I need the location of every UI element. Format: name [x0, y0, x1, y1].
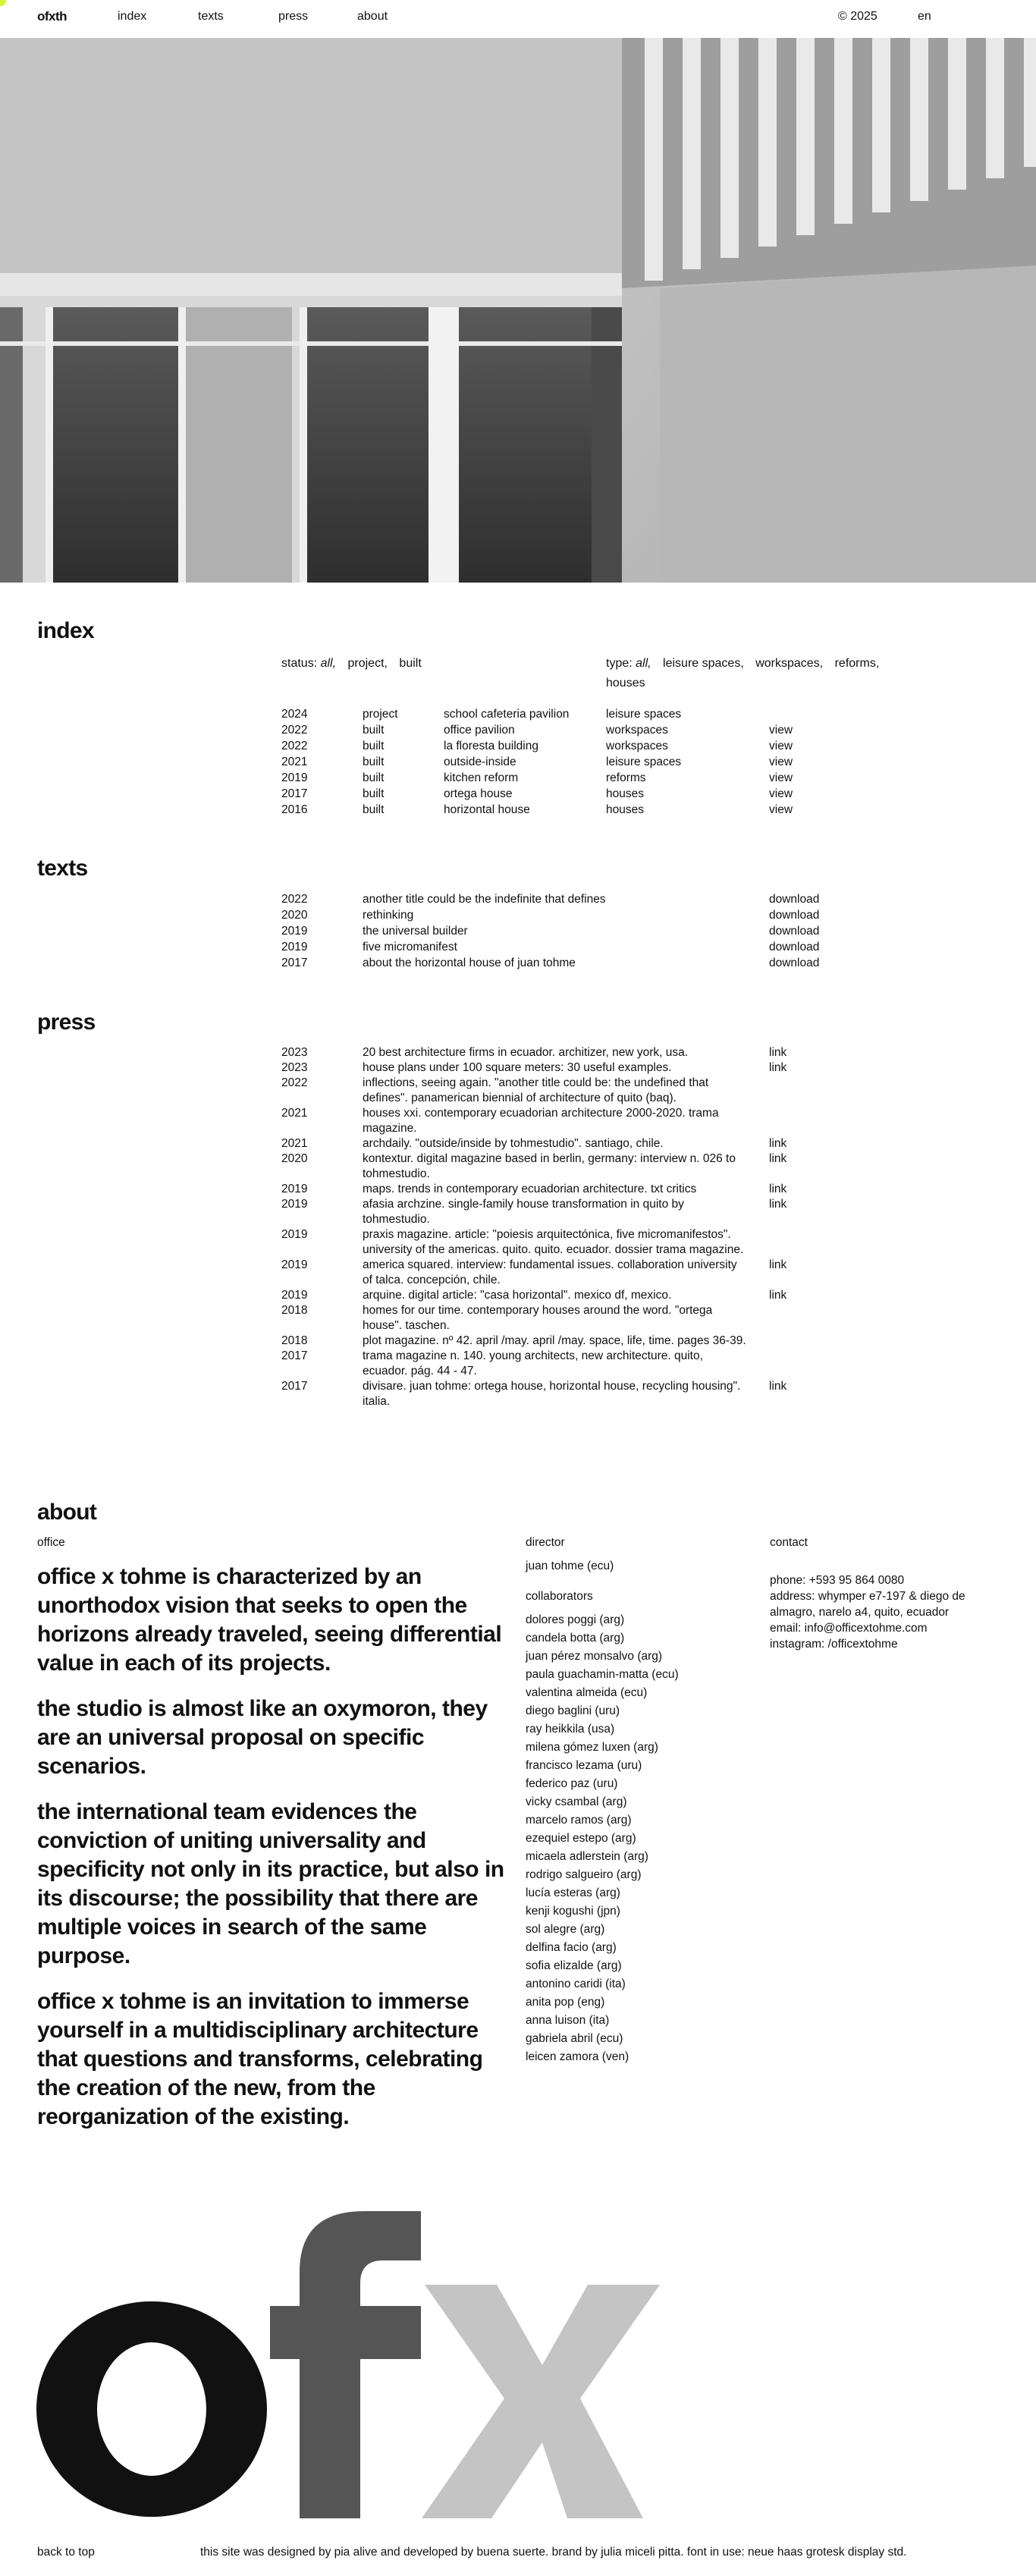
- type-filter-label: type:: [606, 657, 633, 670]
- site-credits: this site was designed by pia alive and developed by buena suerte. brand by julia miceli pitta. font in use: neue haas grotesk display std.: [200, 2546, 907, 2559]
- back-to-top-link[interactable]: back to top: [37, 2546, 95, 2559]
- director-label: director: [526, 1536, 565, 1549]
- project-name: ortega house: [444, 787, 513, 800]
- text-title: about the horizontal house of juan tohme: [363, 957, 576, 969]
- project-type: reforms: [606, 771, 646, 784]
- press-link[interactable]: link: [769, 1258, 787, 1271]
- list-item: [281, 1334, 749, 1349]
- about-paragraph: the international team evidences the conviction of uniting universality and specificity not only in its practice, but also in its discourse; the possibility that there are multiple voices in search of the same purpose.: [37, 1799, 504, 1968]
- nav-index-link[interactable]: index: [118, 10, 147, 23]
- nav-press-link[interactable]: press: [278, 10, 309, 23]
- list-item: [281, 1076, 749, 1106]
- press-year: 2019: [281, 1289, 308, 1302]
- type-filter-reforms[interactable]: reforms,: [834, 657, 880, 670]
- press-title: plot magazine. nº 42. april /may. april /may. space, life, time. pages 36-39.: [363, 1334, 746, 1347]
- press-link[interactable]: link: [769, 1152, 787, 1165]
- press-title: praxis magazine. article: "poiesis arquitectónica, five micromanifestos". university of the americas. quito. quito. ecuador. dossier trama magazine.: [363, 1228, 744, 1256]
- press-link[interactable]: link: [769, 1061, 787, 1074]
- press-year: 2019: [281, 1228, 308, 1241]
- project-status: project: [363, 708, 398, 721]
- press-year: 2017: [281, 1380, 308, 1393]
- project-year: 2022: [281, 740, 308, 752]
- site-header: [0, 0, 1036, 38]
- press-title: house plans under 100 square meters: 30 useful examples.: [363, 1061, 672, 1074]
- list-item: juan pérez monsalvo (arg): [526, 1650, 663, 1663]
- list-item: anna luison (ita): [526, 2014, 610, 2027]
- about-paragraph: office x tohme is an invitation to immerse yourself in a multidisciplinary architecture that questions and transforms, celebrating the creation of the new, from the reorganization of the existing.: [37, 1989, 483, 2129]
- press-year: 2018: [281, 1304, 308, 1317]
- project-year: 2021: [281, 756, 308, 768]
- type-filter-workspaces[interactable]: workspaces,: [755, 657, 824, 670]
- contact-label: contact: [770, 1536, 808, 1549]
- list-item: leicen zamora (ven): [526, 2050, 629, 2063]
- contact-email[interactable]: email: info@officextohme.com: [770, 1622, 928, 1635]
- project-year: 2022: [281, 724, 308, 737]
- list-item: valentina almeida (ecu): [526, 1686, 648, 1699]
- project-status: built: [363, 724, 385, 737]
- list-item: federico paz (uru): [526, 1777, 618, 1790]
- list-item: diego baglini (uru): [526, 1704, 620, 1717]
- press-title: kontextur. digital magazine based in berlin, germany: interview n. 026 to tohmestudio.: [363, 1152, 736, 1180]
- press-title: trama magazine n. 140. young architects, new architecture. quito, ecuador. pág. 44 - 47.: [363, 1349, 703, 1378]
- list-item: paula guachamin-matta (ecu): [526, 1668, 679, 1681]
- list-item: antonino caridi (ita): [526, 1978, 626, 1990]
- press-title: 20 best architecture firms in ecuador. architizer, new york, usa.: [363, 1046, 689, 1059]
- project-name: kitchen reform: [444, 771, 519, 784]
- collaborators-list: [526, 1611, 679, 2066]
- text-year: 2017: [281, 957, 308, 969]
- contact-info: [770, 1572, 990, 1652]
- accent-dot-icon: [0, 0, 6, 6]
- text-year: 2019: [281, 941, 308, 953]
- project-view-link[interactable]: view: [769, 756, 793, 768]
- site-logo[interactable]: ofxth: [37, 9, 67, 24]
- hero-image: [0, 38, 1036, 583]
- collaborators-label: collaborators: [526, 1590, 593, 1603]
- press-year: 2018: [281, 1334, 308, 1347]
- project-view-link[interactable]: view: [769, 787, 793, 800]
- press-title: afasia archzine. single-family house transformation in quito by tohmestudio.: [363, 1198, 684, 1226]
- status-filter-built[interactable]: built: [399, 657, 422, 670]
- press-title: maps. trends in contemporary ecuadorian architecture. txt critics: [363, 1183, 697, 1195]
- type-filter-houses[interactable]: houses: [606, 677, 645, 690]
- list-item: [281, 1060, 787, 1076]
- list-item: kenji kogushi (jpn): [526, 1905, 620, 1918]
- press-link[interactable]: link: [769, 1183, 787, 1195]
- nav-about-link[interactable]: about: [357, 10, 388, 23]
- director-name: juan tohme (ecu): [526, 1560, 614, 1572]
- project-name: school cafeteria pavilion: [444, 708, 570, 721]
- press-link[interactable]: link: [769, 1137, 787, 1150]
- press-year: 2023: [281, 1046, 308, 1059]
- download-link[interactable]: download: [769, 893, 820, 906]
- press-link[interactable]: link: [769, 1046, 787, 1059]
- project-status: built: [363, 771, 385, 784]
- download-link[interactable]: download: [769, 925, 820, 938]
- press-title: inflections, seeing again. "another title could be: the undefined that defines". panamerican biennial of architecture of quito (baq).: [363, 1076, 709, 1104]
- list-item: [281, 1151, 787, 1182]
- list-item: francisco lezama (uru): [526, 1759, 642, 1772]
- press-year: 2017: [281, 1349, 308, 1362]
- project-type: houses: [606, 787, 644, 800]
- list-item: milena gómez luxen (arg): [526, 1741, 658, 1754]
- list-item: lucía esteras (arg): [526, 1886, 620, 1899]
- press-title: archdaily. "outside/inside by tohmestudio". santiago, chile.: [363, 1137, 664, 1150]
- about-paragraph: office x tohme is characterized by an unorthodox vision that seeks to open the horizons already traveled, seeing differential value in each of its projects.: [37, 1564, 502, 1676]
- press-year: 2021: [281, 1107, 308, 1120]
- ofx-wordmark-logo: [0, 2200, 683, 2518]
- type-filter-all[interactable]: all,: [636, 657, 651, 670]
- press-title: arquine. digital article: "casa horizontal". mexico df, mexico.: [363, 1289, 672, 1302]
- download-link[interactable]: download: [769, 957, 820, 969]
- list-item: [281, 1288, 787, 1303]
- about-section-title: about: [37, 1500, 97, 1525]
- list-item: candela botta (arg): [526, 1632, 625, 1645]
- list-item: [281, 1303, 749, 1334]
- type-filter-leisure[interactable]: leisure spaces,: [663, 657, 744, 670]
- list-item: [281, 1045, 787, 1060]
- press-year: 2019: [281, 1198, 308, 1211]
- list-item: dolores poggi (arg): [526, 1613, 625, 1626]
- status-filter: [281, 654, 430, 674]
- project-year: 2019: [281, 771, 308, 784]
- project-type: houses: [606, 803, 644, 816]
- nav-texts-link[interactable]: texts: [198, 10, 224, 23]
- list-item: [281, 1182, 787, 1197]
- press-title: america squared. interview: fundamental issues. collaboration university of talca. concepción, chile.: [363, 1258, 737, 1286]
- press-year: 2019: [281, 1258, 308, 1271]
- project-type: workspaces: [606, 724, 668, 737]
- project-status: built: [363, 803, 385, 816]
- text-title: another title could be the indefinite that defines: [363, 893, 606, 906]
- press-title: houses xxi. contemporary ecuadorian architecture 2000-2020. trama magazine.: [363, 1107, 719, 1135]
- press-link[interactable]: link: [769, 1380, 787, 1393]
- list-item: marcelo ramos (arg): [526, 1814, 632, 1827]
- list-item: [281, 1136, 787, 1151]
- download-link[interactable]: download: [769, 941, 820, 953]
- list-item: ray heikkila (usa): [526, 1723, 615, 1736]
- project-type: leisure spaces: [606, 756, 682, 768]
- about-description: [37, 1563, 507, 2148]
- text-year: 2019: [281, 925, 308, 938]
- list-item: sol alegre (arg): [526, 1923, 605, 1936]
- texts-section-title: texts: [37, 856, 88, 881]
- project-year: 2017: [281, 787, 308, 800]
- project-status: built: [363, 756, 385, 768]
- list-item: [281, 1197, 787, 1227]
- press-year: 2023: [281, 1061, 308, 1074]
- project-name: office pavilion: [444, 724, 515, 737]
- list-item: [281, 1349, 749, 1379]
- project-view-link[interactable]: view: [769, 771, 793, 784]
- press-title: homes for our time. contemporary houses around the word. "ortega house". taschen.: [363, 1304, 713, 1332]
- project-status: built: [363, 787, 385, 800]
- press-year: 2021: [281, 1137, 308, 1150]
- status-filter-project[interactable]: project,: [347, 657, 388, 670]
- list-item: ezequiel estepo (arg): [526, 1832, 636, 1845]
- project-name: outside-inside: [444, 756, 516, 768]
- list-item: rodrigo salgueiro (arg): [526, 1868, 642, 1881]
- list-item: micaela adlerstein (arg): [526, 1850, 648, 1863]
- list-item: delfina facio (arg): [526, 1941, 617, 1954]
- contact-address: address: whymper e7-197 & diego de almagro, narelo a4, quito, ecuador: [770, 1590, 965, 1619]
- language-switch[interactable]: en: [918, 10, 931, 23]
- text-year: 2022: [281, 893, 308, 906]
- contact-phone[interactable]: phone: +593 95 864 0080: [770, 1574, 905, 1587]
- project-year: 2016: [281, 803, 308, 816]
- project-name: la floresta building: [444, 740, 538, 752]
- index-section-title: index: [37, 618, 94, 643]
- status-filter-label: status:: [281, 657, 318, 670]
- office-label: office: [37, 1536, 65, 1549]
- press-list: [281, 1045, 787, 1409]
- list-item: anita pop (eng): [526, 1996, 605, 2009]
- big-ofx-logo: [0, 2200, 683, 2522]
- press-link[interactable]: link: [769, 1289, 787, 1302]
- list-item: sofia elizalde (arg): [526, 1959, 622, 1972]
- project-year: 2024: [281, 708, 308, 721]
- type-filter: [606, 654, 909, 693]
- press-year: 2022: [281, 1076, 308, 1089]
- press-title: divisare. juan tohme: ortega house, horizontal house, recycling housing". italia.: [363, 1380, 741, 1408]
- download-link[interactable]: download: [769, 909, 820, 922]
- press-section-title: press: [37, 1010, 96, 1035]
- project-view-link[interactable]: view: [769, 740, 793, 752]
- project-view-link[interactable]: view: [769, 724, 793, 737]
- project-view-link[interactable]: view: [769, 803, 793, 816]
- press-link[interactable]: link: [769, 1198, 787, 1211]
- list-item: vicky csambal (arg): [526, 1795, 627, 1808]
- project-name: horizontal house: [444, 803, 530, 816]
- project-status: built: [363, 740, 385, 752]
- list-item: [281, 1106, 749, 1136]
- list-item: [281, 1379, 787, 1409]
- list-item: [281, 1227, 749, 1258]
- hero-building-photo: [0, 38, 1036, 583]
- project-type: workspaces: [606, 740, 668, 752]
- text-title: the universal builder: [363, 925, 468, 938]
- list-item: gabriela abril (ecu): [526, 2032, 623, 2045]
- list-item: [281, 1258, 787, 1288]
- press-year: 2019: [281, 1183, 308, 1195]
- text-title: rethinking: [363, 909, 414, 922]
- project-type: leisure spaces: [606, 708, 682, 721]
- text-year: 2020: [281, 909, 308, 922]
- status-filter-all[interactable]: all,: [320, 657, 337, 670]
- press-year: 2020: [281, 1152, 308, 1165]
- about-paragraph: the studio is almost like an oxymoron, they are an universal proposal on specific scenarios.: [37, 1696, 488, 1779]
- copyright-year: © 2025: [838, 10, 877, 23]
- text-title: five micromanifest: [363, 941, 457, 953]
- contact-instagram[interactable]: instagram: /officextohme: [770, 1638, 898, 1651]
